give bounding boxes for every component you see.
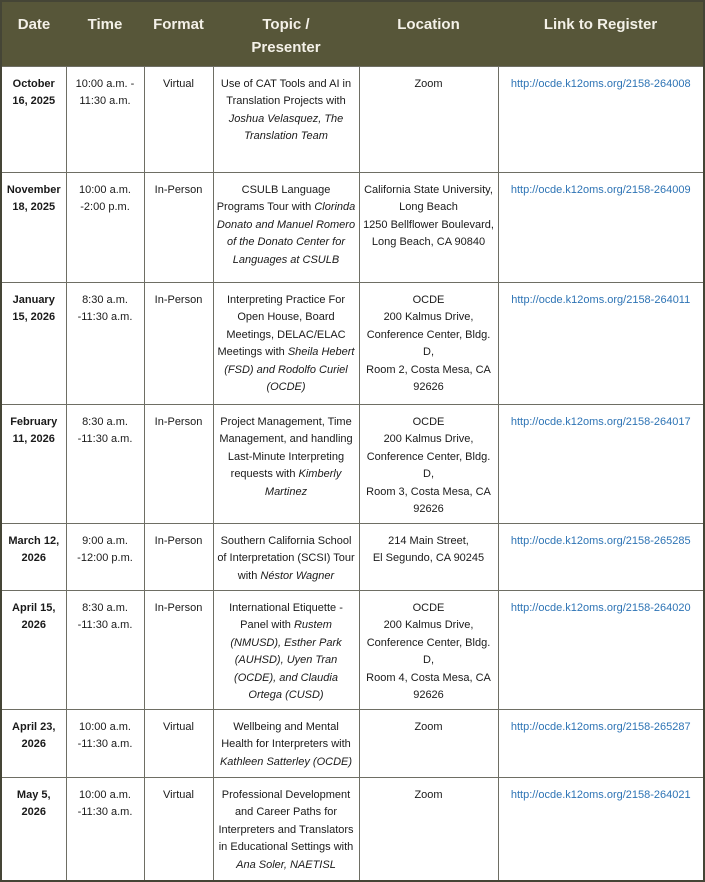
time-cell: 10:00 a.m. - 11:30 a.m.	[66, 66, 144, 172]
presenter-name: Clorinda Donato and Manuel Romero of the Donato Center for Languages at CSULB	[216, 201, 356, 266]
table-row	[1, 66, 704, 172]
location-cell: Zoom	[359, 709, 498, 777]
location-cell: Zoom	[359, 777, 498, 881]
time-cell: 8:30 a.m. -11:30 a.m.	[66, 404, 144, 523]
register-link[interactable]: http://ocde.k12oms.org/2158-265285	[510, 534, 691, 547]
topic-cell	[213, 404, 359, 523]
date-cell: February 11, 2026	[1, 404, 66, 523]
presenter-name: Kathleen Satterley (OCDE)	[219, 755, 353, 768]
topic-text: International Etiquette - Panel with	[229, 601, 343, 631]
topic-cell	[213, 172, 359, 282]
date-cell: April 23, 2026	[1, 709, 66, 777]
table-row	[1, 590, 704, 709]
topic-cell	[213, 590, 359, 709]
link-cell	[498, 523, 704, 590]
location-cell: Zoom	[359, 66, 498, 172]
topic-text: Project Management, Time Management, and handling Last-Minute Interpreting requests with	[219, 415, 353, 480]
date-cell: October 16, 2025	[1, 66, 66, 172]
time-cell: 8:30 a.m. -11:30 a.m.	[66, 282, 144, 404]
topic-cell	[213, 777, 359, 881]
register-link[interactable]: http://ocde.k12oms.org/2158-264021	[510, 788, 691, 801]
format-cell: Virtual	[144, 777, 213, 881]
topic-cell	[213, 523, 359, 590]
column-header-register: Link to Register	[498, 1, 704, 66]
register-link[interactable]: http://ocde.k12oms.org/2158-264009	[510, 183, 691, 196]
presenter-name: Ana Soler, NAETISL	[236, 858, 336, 871]
location-cell: 214 Main Street, El Segundo, CA 90245	[359, 523, 498, 590]
link-cell	[498, 777, 704, 881]
topic-text: Wellbeing and Mental Health for Interpreters with	[221, 720, 351, 750]
topic-text: Professional Development and Career Paths for Interpreters and Translators in Educational Settings with	[218, 788, 354, 853]
format-cell: In-Person	[144, 590, 213, 709]
link-cell	[498, 709, 704, 777]
topic-cell	[213, 66, 359, 172]
location-cell: OCDE 200 Kalmus Drive, Conference Center, Bldg. D, Room 3, Costa Mesa, CA 92626	[359, 404, 498, 523]
link-cell	[498, 590, 704, 709]
topic-text: Use of CAT Tools and AI in Translation Projects with	[220, 77, 352, 107]
presenter-name: Kimberly Martinez	[264, 468, 342, 498]
table-row	[1, 777, 704, 881]
column-header-date: Date	[1, 1, 66, 66]
time-cell: 10:00 a.m. -11:30 a.m.	[66, 709, 144, 777]
date-cell: March 12, 2026	[1, 523, 66, 590]
format-cell: In-Person	[144, 523, 213, 590]
table-row	[1, 282, 704, 404]
register-link[interactable]: http://ocde.k12oms.org/2158-264017	[510, 415, 691, 428]
topic-text: Southern California School of Interpretation (SCSI) Tour with	[217, 534, 355, 582]
date-cell: November 18, 2025	[1, 172, 66, 282]
register-link[interactable]: http://ocde.k12oms.org/2158-264008	[510, 77, 691, 90]
presenter-name: Joshua Velasquez, The Translation Team	[228, 112, 344, 142]
time-cell: 8:30 a.m. -11:30 a.m.	[66, 590, 144, 709]
date-cell: May 5, 2026	[1, 777, 66, 881]
format-cell: In-Person	[144, 282, 213, 404]
format-cell: In-Person	[144, 404, 213, 523]
register-link[interactable]: http://ocde.k12oms.org/2158-264011	[511, 293, 691, 306]
table-row	[1, 709, 704, 777]
column-header-time: Time	[66, 1, 144, 66]
format-cell: In-Person	[144, 172, 213, 282]
header-row	[1, 1, 704, 66]
table-row	[1, 172, 704, 282]
location-cell: OCDE 200 Kalmus Drive, Conference Center, Bldg. D, Room 2, Costa Mesa, CA 92626	[359, 282, 498, 404]
time-cell: 10:00 a.m. -11:30 a.m.	[66, 777, 144, 881]
column-header-topic: Topic / Presenter	[213, 1, 359, 66]
register-link[interactable]: http://ocde.k12oms.org/2158-264020	[510, 601, 691, 614]
link-cell	[498, 282, 704, 404]
topic-text: CSULB Language Programs Tour with	[216, 183, 331, 213]
date-cell: January 15, 2026	[1, 282, 66, 404]
presenter-name: Sheila Hebert (FSD) and Rodolfo Curiel (OCDE)	[224, 346, 355, 393]
format-cell: Virtual	[144, 66, 213, 172]
column-header-format: Format	[144, 1, 213, 66]
topic-cell	[213, 709, 359, 777]
time-cell: 10:00 a.m. -2:00 p.m.	[66, 172, 144, 282]
link-cell	[498, 66, 704, 172]
presenter-name: Néstor Wagner	[260, 569, 335, 582]
presenter-name: Rustem (NMUSD), Esther Park (AUHSD), Uyen Tran (OCDE), and Claudia Ortega (CUSD)	[230, 619, 342, 701]
location-cell: OCDE 200 Kalmus Drive, Conference Center, Bldg. D, Room 4, Costa Mesa, CA 92626	[359, 590, 498, 709]
schedule-table-body	[1, 66, 704, 881]
register-link[interactable]: http://ocde.k12oms.org/2158-265287	[510, 720, 691, 733]
format-cell: Virtual	[144, 709, 213, 777]
table-row	[1, 404, 704, 523]
topic-text: Interpreting Practice For Open House, Board Meetings, DELAC/ELAC Meetings with	[217, 293, 346, 358]
link-cell	[498, 404, 704, 523]
column-header-location: Location	[359, 1, 498, 66]
location-cell: California State University, Long Beach 1250 Bellflower Boulevard, Long Beach, CA 90840	[359, 172, 498, 282]
topic-cell	[213, 282, 359, 404]
table-row	[1, 523, 704, 590]
time-cell: 9:00 a.m. -12:00 p.m.	[66, 523, 144, 590]
link-cell	[498, 172, 704, 282]
table-header	[1, 1, 704, 66]
date-cell: April 15, 2026	[1, 590, 66, 709]
